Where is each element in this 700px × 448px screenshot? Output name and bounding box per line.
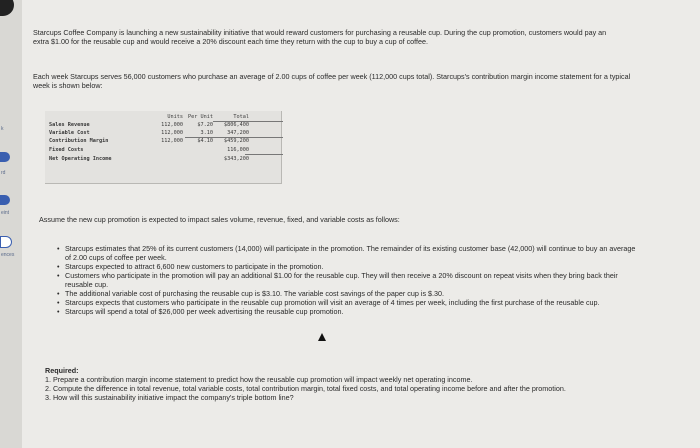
list-item: • Customers who participate in the promotion will pay an additional $1.00 for the reusable cup. They will then receive a 20% discount on repeat visits when they bring back their reusable cup. (65, 271, 640, 289)
row-label: Fixed Costs (49, 147, 84, 153)
table-row (49, 130, 279, 137)
sidebar-item-3[interactable]: eint (1, 210, 10, 216)
sidebar-dot-icon (0, 236, 12, 248)
list-item: • Starcups expected to attract 6,600 new customers to participate in the promotion. (65, 262, 640, 271)
assumption-intro: Assume the new cup promotion is expected to impact sales volume, revenue, fixed, and variable costs as follows: (39, 215, 400, 224)
mouse-cursor-icon (318, 333, 326, 341)
table-row (49, 122, 279, 129)
left-sidebar (0, 0, 22, 448)
list-item: • Starcups estimates that 25% of its current customers (14,000) will participate in the promotion. The remainder of its existing customer base (42,000) will continue to buy an average of 2.00 cups of coffee per week. (65, 244, 640, 262)
sidebar-dot-icon (0, 152, 10, 162)
required-item-1: 1. Prepare a contribution margin income statement to predict how the reusable cup promotion will impact weekly net operating income. (45, 375, 473, 384)
sidebar-item-1[interactable]: k (1, 126, 4, 132)
table-header-row (49, 114, 279, 121)
row-total: 347,200 (227, 130, 249, 136)
col-units-header: Units (167, 114, 183, 120)
sidebar-dot-icon (0, 195, 10, 205)
table-row (49, 156, 279, 163)
row-per-unit: $4.10 (197, 138, 213, 144)
row-label: Variable Cost (49, 130, 90, 136)
sidebar-item-2[interactable]: rd (1, 170, 6, 176)
row-per-unit: $7.20 (197, 122, 213, 128)
col-per-unit-header: Per Unit (188, 114, 213, 120)
row-units: 112,000 (161, 138, 183, 144)
intro-paragraph: Starcups Coffee Company is launching a new sustainability initiative that would reward customers for purchasing a reusable cup. During the cup promotion, customers would pay an extra $1.00 for the reusable cup and would receive a 20% discount each time they return with the cup to buy a cup of coffee. (33, 28, 607, 46)
row-total: $343,200 (224, 156, 249, 162)
row-total: $459,200 (224, 138, 249, 144)
row-total: $806,400 (224, 122, 249, 128)
weekly-sales-paragraph: Each week Starcups serves 56,000 customers who purchase an average of 2.00 cups of coffee per week (112,000 cups total). Starcups's contribution margin income statement for a typical week is shown below: (33, 72, 631, 90)
sidebar-item-4[interactable]: ences (1, 252, 15, 258)
list-item: • Starcups will spend a total of $26,000 per week advertising the reusable cup promotion. (65, 307, 640, 316)
table-row (49, 147, 279, 154)
list-item: • Starcups expects that customers who participate in the reusable cup promotion will visit an average of 4 times per week, including the first purchase of the reusable cup. (65, 298, 640, 307)
table-row (49, 138, 279, 145)
row-per-unit: 3.10 (200, 130, 213, 136)
required-item-3: 3. How will this sustainability initiative impact the company's triple bottom line? (45, 393, 294, 402)
row-label: Net Operating Income (49, 156, 112, 162)
list-item: • The additional variable cost of purchasing the reusable cup is $3.10. The variable cost savings of the paper cup is $.30. (65, 289, 640, 298)
nav-handle[interactable] (0, 0, 14, 16)
income-statement-table (45, 111, 282, 184)
required-section (45, 366, 645, 402)
row-total: 116,000 (227, 147, 249, 153)
col-total-header: Total (233, 114, 249, 120)
assumption-list (65, 244, 640, 316)
row-label: Sales Revenue (49, 122, 90, 128)
row-label: Contribution Margin (49, 138, 109, 144)
required-heading: Required: (45, 366, 79, 375)
required-item-2: 2. Compute the difference in total revenue, total variable costs, total contribution margin, total fixed costs, and total operating income before and after the promotion. (45, 384, 566, 393)
total-divider (245, 154, 283, 155)
row-units: 112,000 (161, 122, 183, 128)
row-units: 112,000 (161, 130, 183, 136)
